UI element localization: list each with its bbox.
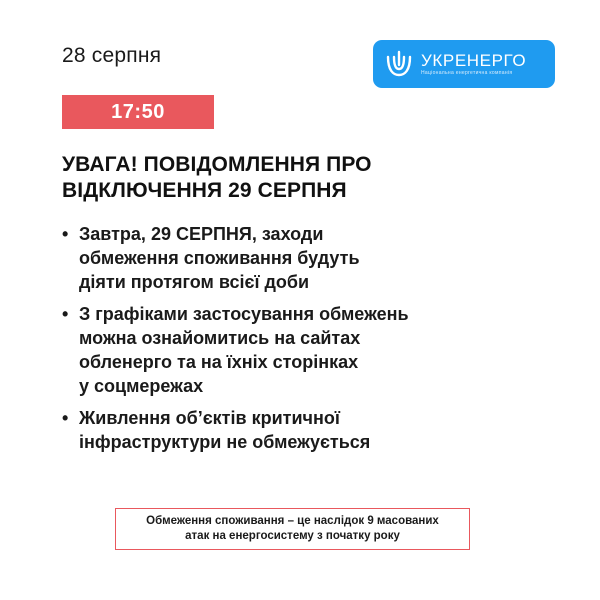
bullet-dot-icon: • xyxy=(62,408,69,428)
headline-line-2: ВІДКЛЮЧЕННЯ 29 СЕРПНЯ xyxy=(62,179,347,202)
bullet-line: обмеження споживання будуть xyxy=(79,248,360,268)
notice-line-1: Обмеження споживання – це наслідок 9 масованих xyxy=(146,515,439,527)
notice-line-2: атак на енергосистему з початку року xyxy=(185,530,400,542)
bullet-item-schedule xyxy=(62,222,502,294)
bullet-line: Завтра, 29 СЕРПНЯ, заходи xyxy=(79,224,324,244)
post-date: 28 серпня xyxy=(62,44,162,67)
bullet-line: інфраструктури не обмежується xyxy=(79,432,371,452)
bullet-dot-icon: • xyxy=(62,304,69,324)
bullet-line: можна ознайомитись на сайтах xyxy=(79,328,361,348)
ukrenergo-emblem-icon xyxy=(383,48,415,80)
logo-subtitle: Національна енергетична компанія xyxy=(421,69,513,76)
logo-name: УКРЕНЕРГО xyxy=(421,50,527,70)
bullet-item-graphs xyxy=(62,302,502,398)
headline-line-1: УВАГА! ПОВІДОМЛЕННЯ ПРО xyxy=(62,153,372,176)
logo-text xyxy=(421,52,526,77)
headline xyxy=(62,152,542,204)
bullet-line: Живлення об’єктів критичної xyxy=(79,408,340,428)
bullet-line: обленерго та на їхніх сторінках xyxy=(79,352,359,372)
notice-box xyxy=(115,508,470,550)
bullet-line: З графіками застосування обмежень xyxy=(79,304,409,324)
ukrenergo-logo xyxy=(373,40,555,88)
bullet-line: у соцмережах xyxy=(79,376,204,396)
time-banner: 17:50 xyxy=(62,95,214,129)
bullet-item-critical-infrastructure xyxy=(62,406,502,454)
bullet-list xyxy=(62,222,502,462)
bullet-dot-icon: • xyxy=(62,224,69,244)
bullet-line: діяти протягом всієї доби xyxy=(79,272,310,292)
